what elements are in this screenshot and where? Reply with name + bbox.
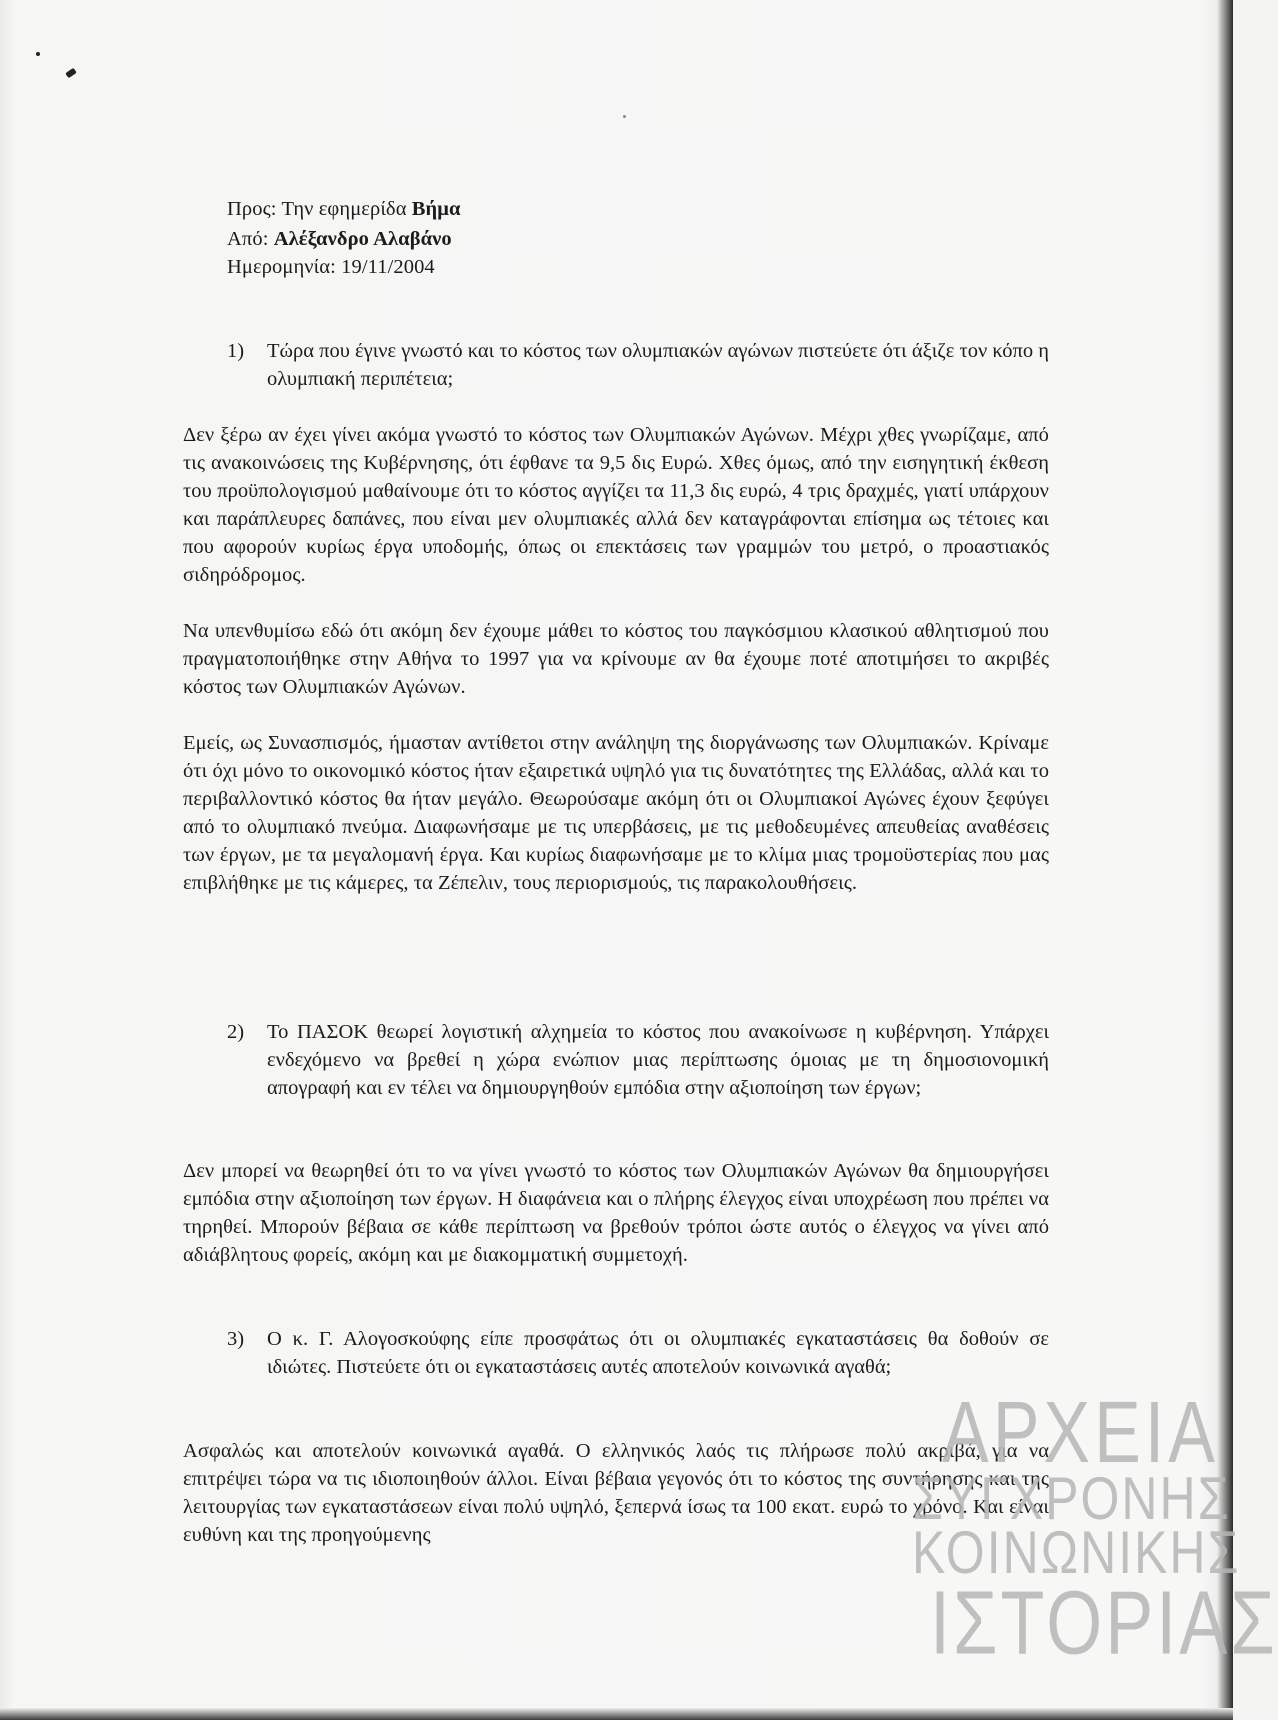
scan-speck	[36, 52, 40, 56]
answer-1-paragraph-3: Εμείς, ως Συνασπισμός, ήμασταν αντίθετοι στην ανάληψη της διοργάνωσης των Ολυμπιακών. Κρίναμε ότι όχι μόνο το οικονομικό κόστος ήταν εξαιρετικά υψηλό για τις δυνατότητες της Ελλάδας, αλλά και το περιβαλλοντικό κόστος θα ήταν μεγάλο. Θεωρούσαμε ακόμη ότι οι Ολυμπιακοί Αγώνες έχουν ξεφύγει από το ολυμπιακό πνεύμα. Διαφωνήσαμε με τις υπερβάσεις, με τις μεθοδευμένες απευθείας αναθέσεις των έργων, με τα μεγαλομανή έργα. Και κυρίως διαφωνήσαμε με το κλίμα μιας τρομοϋστερίας που μας επιβλήθηκε με τις κάμερες, τα Ζέπελιν, τους περιορισμούς, τις παρακολουθήσεις.	[183, 732, 1049, 894]
question-number: 1)	[227, 340, 245, 362]
recipient-name: Βήμα	[411, 198, 461, 220]
recipient-label: Προς: Την εφημερίδα	[227, 198, 412, 220]
question-number: 2)	[227, 1021, 245, 1043]
answer-3-paragraph: Ασφαλώς και αποτελούν κοινωνικά αγαθά. Ο ελληνικός λαός τις πλήρωσε πολύ ακριβά, για να επιτρέψει τώρα να τις ιδιοποιηθούν άλλοι. Είναι βέβαια γεγονός ότι το κόστος της συντήρησης και της λειτουργίας των εγκαταστάσεων είναι πολύ υψηλό, ξεπερνά ίσως τα 100 εκατ. ευρώ το χρόνο. Και είναι ευθύνη και της προηγούμενης	[183, 1440, 1049, 1546]
question-text: Τώρα που έγινε γνωστό και το κόστος των ολυμπιακών αγώνων πιστεύετε ότι άξιζε τον κόπο η ολυμπιακή περιπέτεια;	[267, 340, 1049, 390]
date-line: Ημερομηνία: 19/11/2004	[227, 256, 435, 278]
question-text: Το ΠΑΣΟΚ θεωρεί λογιστική αλχημεία το κόστος που ανακοίνωσε η κυβέρνηση. Υπάρχει ενδεχόμενο να βρεθεί η χώρα ενώπιον μιας περίπτωσης όμοιας με τη δημοσιονομική απογραφή και εν τέλει να δημιουργηθούν εμπόδια στην αξιοποίηση των έργων;	[267, 1021, 1049, 1099]
sender-line	[227, 229, 452, 250]
stamp-line-3: ΚΟΙΝΩΝΙΚΗΣ	[912, 1519, 1241, 1587]
answer-2-paragraph: Δεν μπορεί να θεωρηθεί ότι το να γίνει γνωστό το κόστος των Ολυμπιακών Αγώνων θα δημιουργήσει εμπόδια στην αξιοποίηση των έργων. Η διαφάνεια και ο πλήρης έλεγχος είναι υποχρέωση που πρέπει να τηρηθεί. Μπορούν βέβαια σε κάθε περίπτωση να βρεθούν τρόποι ώστε αυτός ο έλεγχος να γίνει από αδιάβλητους φορείς, ακόμη και με διακομματική συμμετοχή.	[183, 1160, 1049, 1266]
scan-edge-right	[1217, 0, 1233, 1720]
recipient-line	[227, 199, 461, 220]
question-number: 3)	[227, 1328, 245, 1350]
scan-mark	[65, 68, 77, 79]
stamp-line-1: ΑΡΧΕΙΑ	[942, 1383, 1219, 1481]
scan-edge-bottom	[0, 1708, 1233, 1720]
stamp-line-2: ΣΥΓΧΡΟΝΗΣ	[912, 1465, 1231, 1533]
question-text: Ο κ. Γ. Αλογοσκούφης είπε προσφάτως ότι οι ολυμπιακές εγκαταστάσεις θα δοθούν σε ιδιώτες. Πιστεύετε ότι οι εγκαταστάσεις αυτές αποτελούν κοινωνικά αγαθά;	[267, 1328, 1049, 1378]
scan-speck	[623, 115, 626, 118]
answer-1-paragraph-2: Να υπενθυμίσω εδώ ότι ακόμη δεν έχουμε μάθει το κόστος του παγκόσμιου κλασικού αθλητισμού που πραγματοποιήθηκε στην Αθήνα το 1997 για να κρίνουμε αν θα έχουμε ποτέ αποτιμήσει το ακριβές κόστος των Ολυμπιακών Αγώνων.	[183, 620, 1049, 698]
answer-1-paragraph-1: Δεν ξέρω αν έχει γίνει ακόμα γνωστό το κόστος των Ολυμπιακών Αγώνων. Μέχρι χθες γνωρίζαμε, από τις ανακοινώσεις της Κυβέρνησης, ότι έφθανε τα 9,5 δις Ευρώ. Χθες όμως, από την εισηγητική έκθεση του προϋπολογισμού μαθαίνουμε ότι το κόστος αγγίζει τα 11,3 δις ευρώ, 4 τρις δραχμές, γιατί υπάρχουν και παράπλευρες δαπάνες, που είναι μεν ολυμπιακές αλλά δεν καταγράφονται επίσημα ως τέτοιες και που αφορούν κυρίως έργα υποδομής, όπως οι επεκτάσεις των γραμμών του μετρό, ο προαστιακός σιδηρόδρομος.	[183, 424, 1049, 586]
sender-label: Από:	[227, 228, 274, 250]
sender-name: Αλέξανδρο Αλαβάνο	[273, 228, 452, 250]
stamp-line-4: ΙΣΤΟΡΙΑΣ	[930, 1573, 1278, 1674]
